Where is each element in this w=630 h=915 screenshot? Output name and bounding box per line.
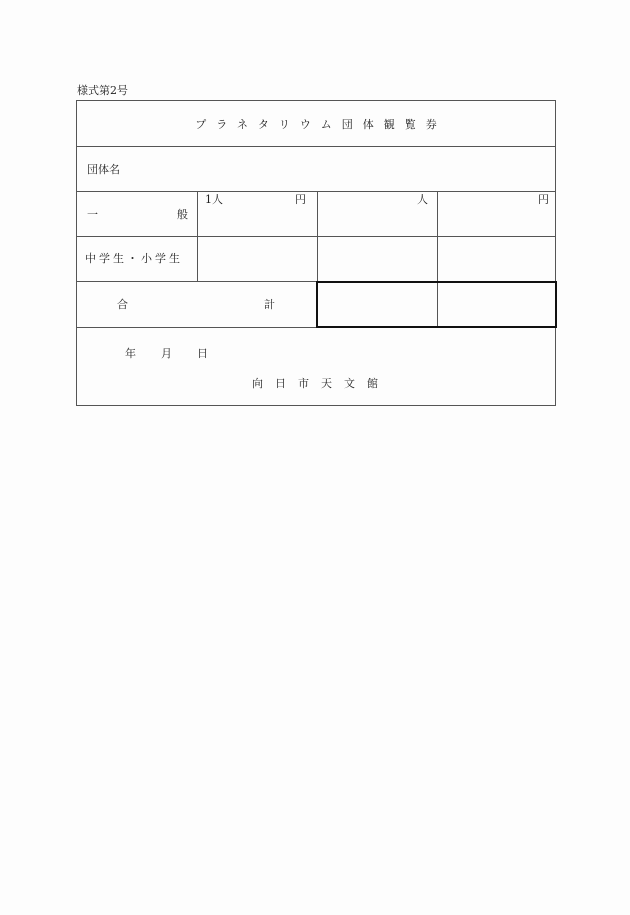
ticket-form <box>76 100 556 406</box>
unit-price-yen-label: 円 <box>295 193 306 206</box>
group-name-label: 団体名 <box>87 163 120 176</box>
date-month-label: 月 <box>161 347 172 360</box>
persons-label: 人 <box>417 193 428 206</box>
divider <box>77 146 555 147</box>
date-year-label: 年 <box>125 347 136 360</box>
column-divider <box>317 191 318 281</box>
unit-label: 1人 <box>205 193 223 206</box>
divider <box>77 236 555 237</box>
total-amount-box <box>316 281 557 328</box>
total-label-first: 合 <box>117 298 128 311</box>
issuer-name: 向日市天文館 <box>252 377 390 390</box>
students-label: 中学生・小学生 <box>85 252 183 265</box>
general-label-second: 般 <box>177 208 188 221</box>
date-day-label: 日 <box>197 347 208 360</box>
form-title: プラネタリウム団体観覧券 <box>195 118 447 131</box>
form-number: 様式第2号 <box>77 84 128 97</box>
amount-yen-label: 円 <box>538 193 549 206</box>
divider <box>77 191 555 192</box>
column-divider <box>197 191 198 281</box>
general-label-first: 一 <box>87 208 98 221</box>
total-label-second: 計 <box>264 298 275 311</box>
